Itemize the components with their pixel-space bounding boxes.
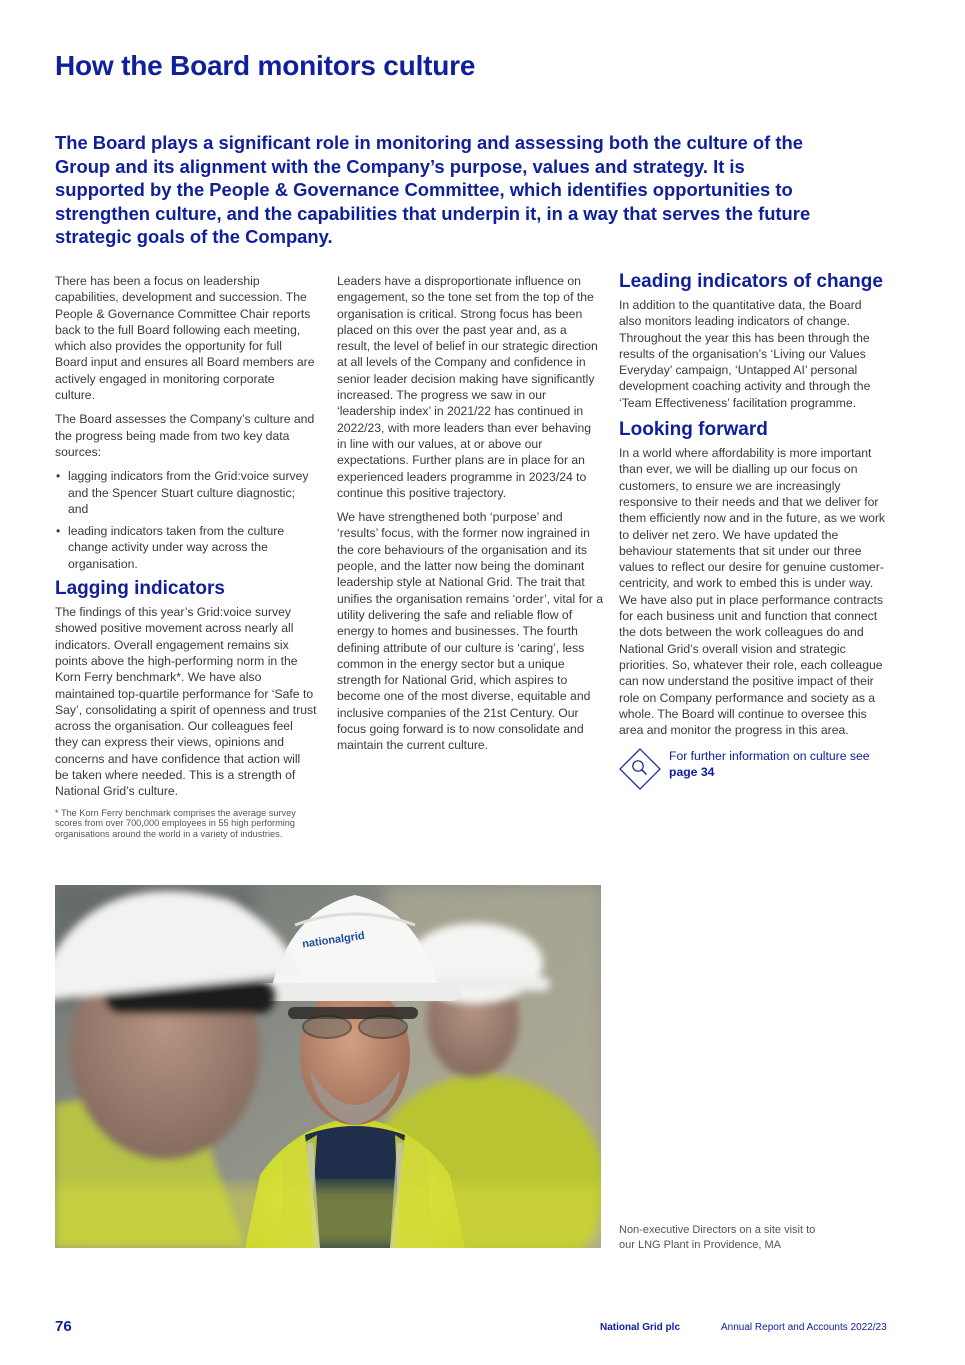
footer-document-title: Annual Report and Accounts 2022/23 [721,1322,887,1333]
footer-company: National Grid plc [600,1322,681,1333]
magnifier-icon [619,748,661,790]
section-heading-looking-forward: Looking forward [619,419,768,441]
list-item: • lagging indicators from the Grid:voice survey and the Spencer Stuart culture diagnostic; and [56,469,309,516]
cross-reference-link[interactable] [619,748,885,790]
column-2 [337,273,603,762]
paragraph: Leaders have a disproportionate influence on engagement, so the tone set from the top of the organisation is critical. Strong focus has been placed on this over the past year and, as a result, the level of belief in our strategic direction at all levels of the Company and confidence in senior leader decision making have significantly increased. The progress we saw in our ‘leadership index’ in 2021/22 has continued in 2022/23, with more leaders than ever behaving in line with our values, at or above our expectations. Further plans are in place for an experienced leaders programme in 2023/24 to continue this positive trajectory. [337,274,598,500]
paragraph: There has been a focus on leadership capabilities, development and succession. The People & Governance Committee Chair reports back to the full Board following each meeting, which also provides the opportunity for full Board input and ensures all Board members are actively engaged in monitoring corporate culture. [55,274,315,403]
footnote: * The Korn Ferry benchmark comprises the average survey scores from over 700,000 employees in 55 high performing organisations around the world in a variety of industries. [55,807,296,839]
page-reference[interactable]: page 34 [669,765,715,780]
data-sources-list [55,468,317,572]
page-title: How the Board monitors culture [55,50,476,81]
cross-reference-text[interactable]: For further information on culture see page 34 [669,749,870,780]
helmet-logo-text: nationalgrid [301,929,366,951]
paragraph: We have strengthened both ‘purpose’ and ‘results’ focus, with the former now ingrained in the core behaviours of the organisation and its people, and the latter now being the dominant leadership style at National Grid. The trait that unifies the organisation remains ‘order’, vital for a utility delivering the safe and reliable flow of energy to homes and businesses. The fourth defining attribute of our culture is ‘caring’, less common in the energy sector but a unique strength for National Grid, which aspires to become one of the most diverse, equitable and inclusive companies of the 21st Century. Our focus going forward is to now consolidate and maintain the current culture. [337,510,604,753]
paragraph: In a world where affordability is more important than ever, we will be dialling up our focus on customers, to ensure we are increasingly responsive to their needs and that we deliver for them efficiently now and in the future, as we work to deliver net zero. We have updated the behaviour statements that sit under our three values to reflect our desire for genuine customer-centricity, and work to embed this is under way. We have also put in place performance contracts for each business unit and function that connect the dots between the work colleagues do and National Grid’s overall vision and strategic priorities. So, whatever their role, each colleague can now understand the positive impact of their role on Company performance and society as a whole. The Board will continue to oversee this area and monitor the progress in this area. [619,446,886,738]
bullet-icon: • [56,524,61,539]
list-item: • leading indicators taken from the culture change activity under way across the organisation. [56,524,285,571]
photo-caption: Non-executive Directors on a site visit to our LNG Plant in Providence, MA [619,1224,816,1251]
bullet-icon: • [56,469,61,484]
column-3 [619,271,885,790]
paragraph: The findings of this year’s Grid:voice survey showed positive movement across nearly all indicators. Overall engagement remains six points above the high-performing norm in the Korn Ferry benchmark*. We have also maintained top-quartile performance for ‘Safe to Say’, consolidating a spirit of openness and trust across the organisation. Our colleagues feel they can express their views, opinions and concerns and have confidence that action will be taken where needed. This is a strength of National Grid’s culture. [55,605,317,799]
paragraph: In addition to the quantitative data, the Board also monitors leading indicators of change. Throughout the year this has been through the results of the organisation’s ‘Living our Values Everyday’ campaign, ‘Untapped AI’ personal development coaching activity and through the ‘Team Effectiveness’ facilitation programme. [619,298,871,410]
column-1 [55,273,317,839]
section-heading-lagging-indicators: Lagging indicators [55,578,225,600]
section-heading-leading-indicators: Leading indicators of change [619,271,883,292]
photo-illustration [55,885,601,1248]
site-visit-photo [55,885,601,1248]
page-number: 76 [55,1318,72,1335]
intro-statement: The Board plays a significant role in monitoring and assessing both the culture of the Group and its alignment with the Company’s purpose, values and strategy. It is supported by the People & Governance Committee, which identifies opportunities to strengthen culture, and the capabilities that underpin it, in a way that serves the future strategic goals of the Company. [55,132,811,248]
paragraph: The Board assesses the Company’s culture and the progress being made from two key data sources: [55,412,315,459]
